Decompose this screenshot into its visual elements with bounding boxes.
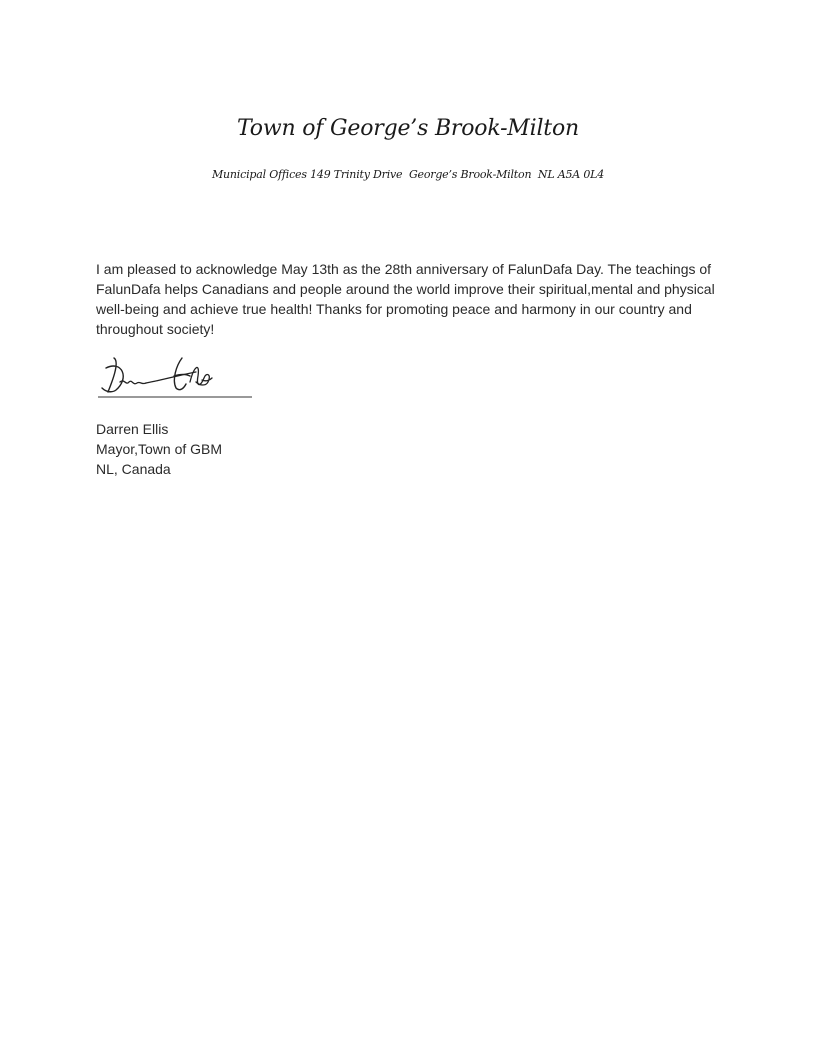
letterhead-title: Town of George’s Brook-Milton xyxy=(237,116,579,141)
signatory-name: Darren Ellis xyxy=(96,421,169,437)
signoff-block xyxy=(96,419,222,479)
handwritten-signature xyxy=(96,352,256,402)
letterhead-address: Municipal Offices 149 Trinity Drive George’s Brook-Milton NL A5A 0L4 xyxy=(211,168,605,181)
letter-body: I am pleased to acknowledge May 13th as the 28th anniversary of FalunDafa Day. The teachings of FalunDafa helps Canadians and people around the world improve their spiritual,mental and physical well-being and achieve true health! Thanks for promoting peace and harmony in our country and throughout society! xyxy=(96,261,715,337)
signatory-position: Mayor,Town of GBM xyxy=(96,441,223,457)
signatory-location: NL, Canada xyxy=(96,461,171,477)
